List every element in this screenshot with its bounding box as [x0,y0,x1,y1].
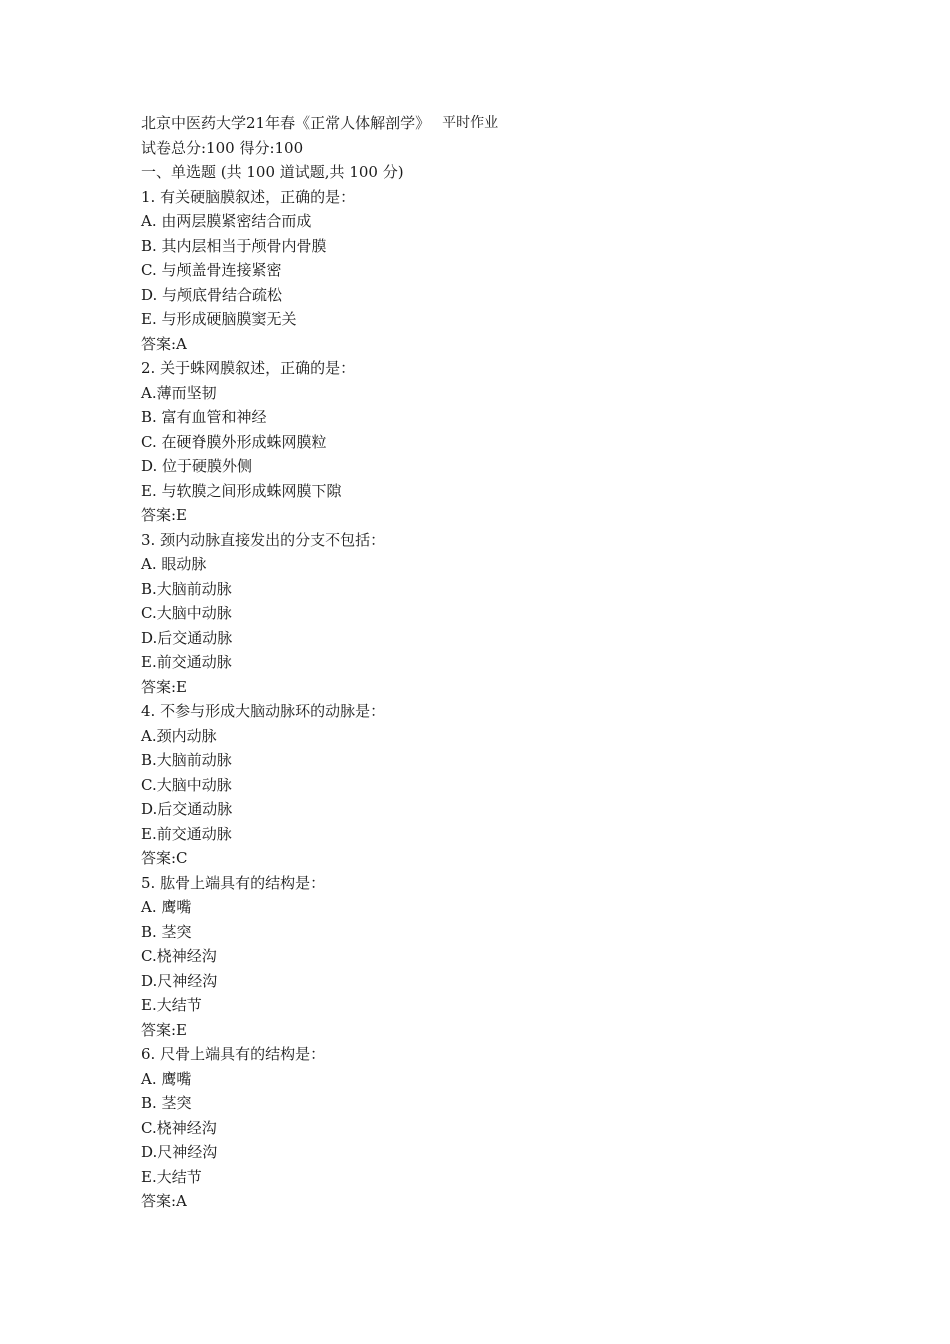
question-option: E. 与形成硬脑膜窦无关 [141,310,297,328]
question-option: A. 眼动脉 [141,555,207,573]
section-heading: 一、单选题 (共 100 道试题,共 100 分) [141,163,404,181]
question-option: D. 与颅底骨结合疏松 [141,285,283,304]
question-item [141,871,841,1043]
document-page [141,111,841,1214]
question-option: C. 在硬脊膜外形成蛛网膜粒 [141,432,327,451]
question-option: C.大脑中动脉 [141,604,232,622]
question-option: A. 鹰嘴 [141,898,192,916]
question-option: A. 鹰嘴 [141,1069,192,1088]
question-option: B. 茎突 [141,922,192,941]
document-title-line [141,111,841,136]
question-option: B.大脑前动脉 [141,579,232,598]
question-stem: 2. 关于蛛网膜叙述，正确的是： [141,359,356,377]
question-stem: 1. 有关硬脑膜叙述，正确的是： [141,187,356,206]
question-item [141,356,841,528]
question-option: B.大脑前动脉 [141,751,232,769]
question-option: B. 茎突 [141,1094,192,1112]
document-title: 北京中医药大学21年春《正常人体解剖学》 [141,114,431,132]
document-title-suffix: 平时作业 [442,115,499,128]
question-option: C.大脑中动脉 [141,775,232,794]
question-option: E.前交通动脉 [141,824,232,843]
question-item [141,185,841,357]
question-option: C.桡神经沟 [141,1118,217,1137]
question-option: D.尺神经沟 [141,1143,218,1161]
question-option: E.前交通动脉 [141,653,232,671]
question-stem: 6. 尺骨上端具有的结构是： [141,1045,326,1063]
question-option: B. 富有血管和神经 [141,408,267,426]
question-option: D.后交通动脉 [141,800,233,818]
question-option: E. 与软膜之间形成蛛网膜下隙 [141,481,342,500]
question-answer: 答案:A [141,334,187,353]
question-answer: 答案:E [141,1020,188,1039]
question-stem: 3. 颈内动脉直接发出的分支不包括： [141,530,386,549]
question-answer: 答案:E [141,677,188,696]
question-option: B. 其内层相当于颅骨内骨膜 [141,236,327,255]
question-item [141,699,841,871]
question-option: A. 由两层膜紧密结合而成 [141,212,312,230]
question-stem: 5. 肱骨上端具有的结构是： [141,873,326,892]
question-answer: 答案:A [141,1192,187,1210]
question-option: D. 位于硬膜外侧 [141,457,253,475]
question-option: E.大结节 [141,996,202,1014]
question-option: E.大结节 [141,1167,202,1186]
score-line: 试卷总分:100 得分:100 [141,138,304,157]
question-list [141,185,841,1214]
question-option: D.尺神经沟 [141,971,218,990]
question-option: D.后交通动脉 [141,628,233,647]
question-item [141,528,841,700]
question-option: A.颈内动脉 [141,726,217,745]
question-answer: 答案:E [141,506,188,524]
question-stem: 4. 不参与形成大脑动脉环的动脉是： [141,702,386,720]
question-item [141,1042,841,1214]
question-option: C. 与颅盖骨连接紧密 [141,261,282,279]
question-option: A.薄而坚韧 [141,383,217,402]
question-option: C.桡神经沟 [141,947,217,965]
question-answer: 答案:C [141,849,188,867]
